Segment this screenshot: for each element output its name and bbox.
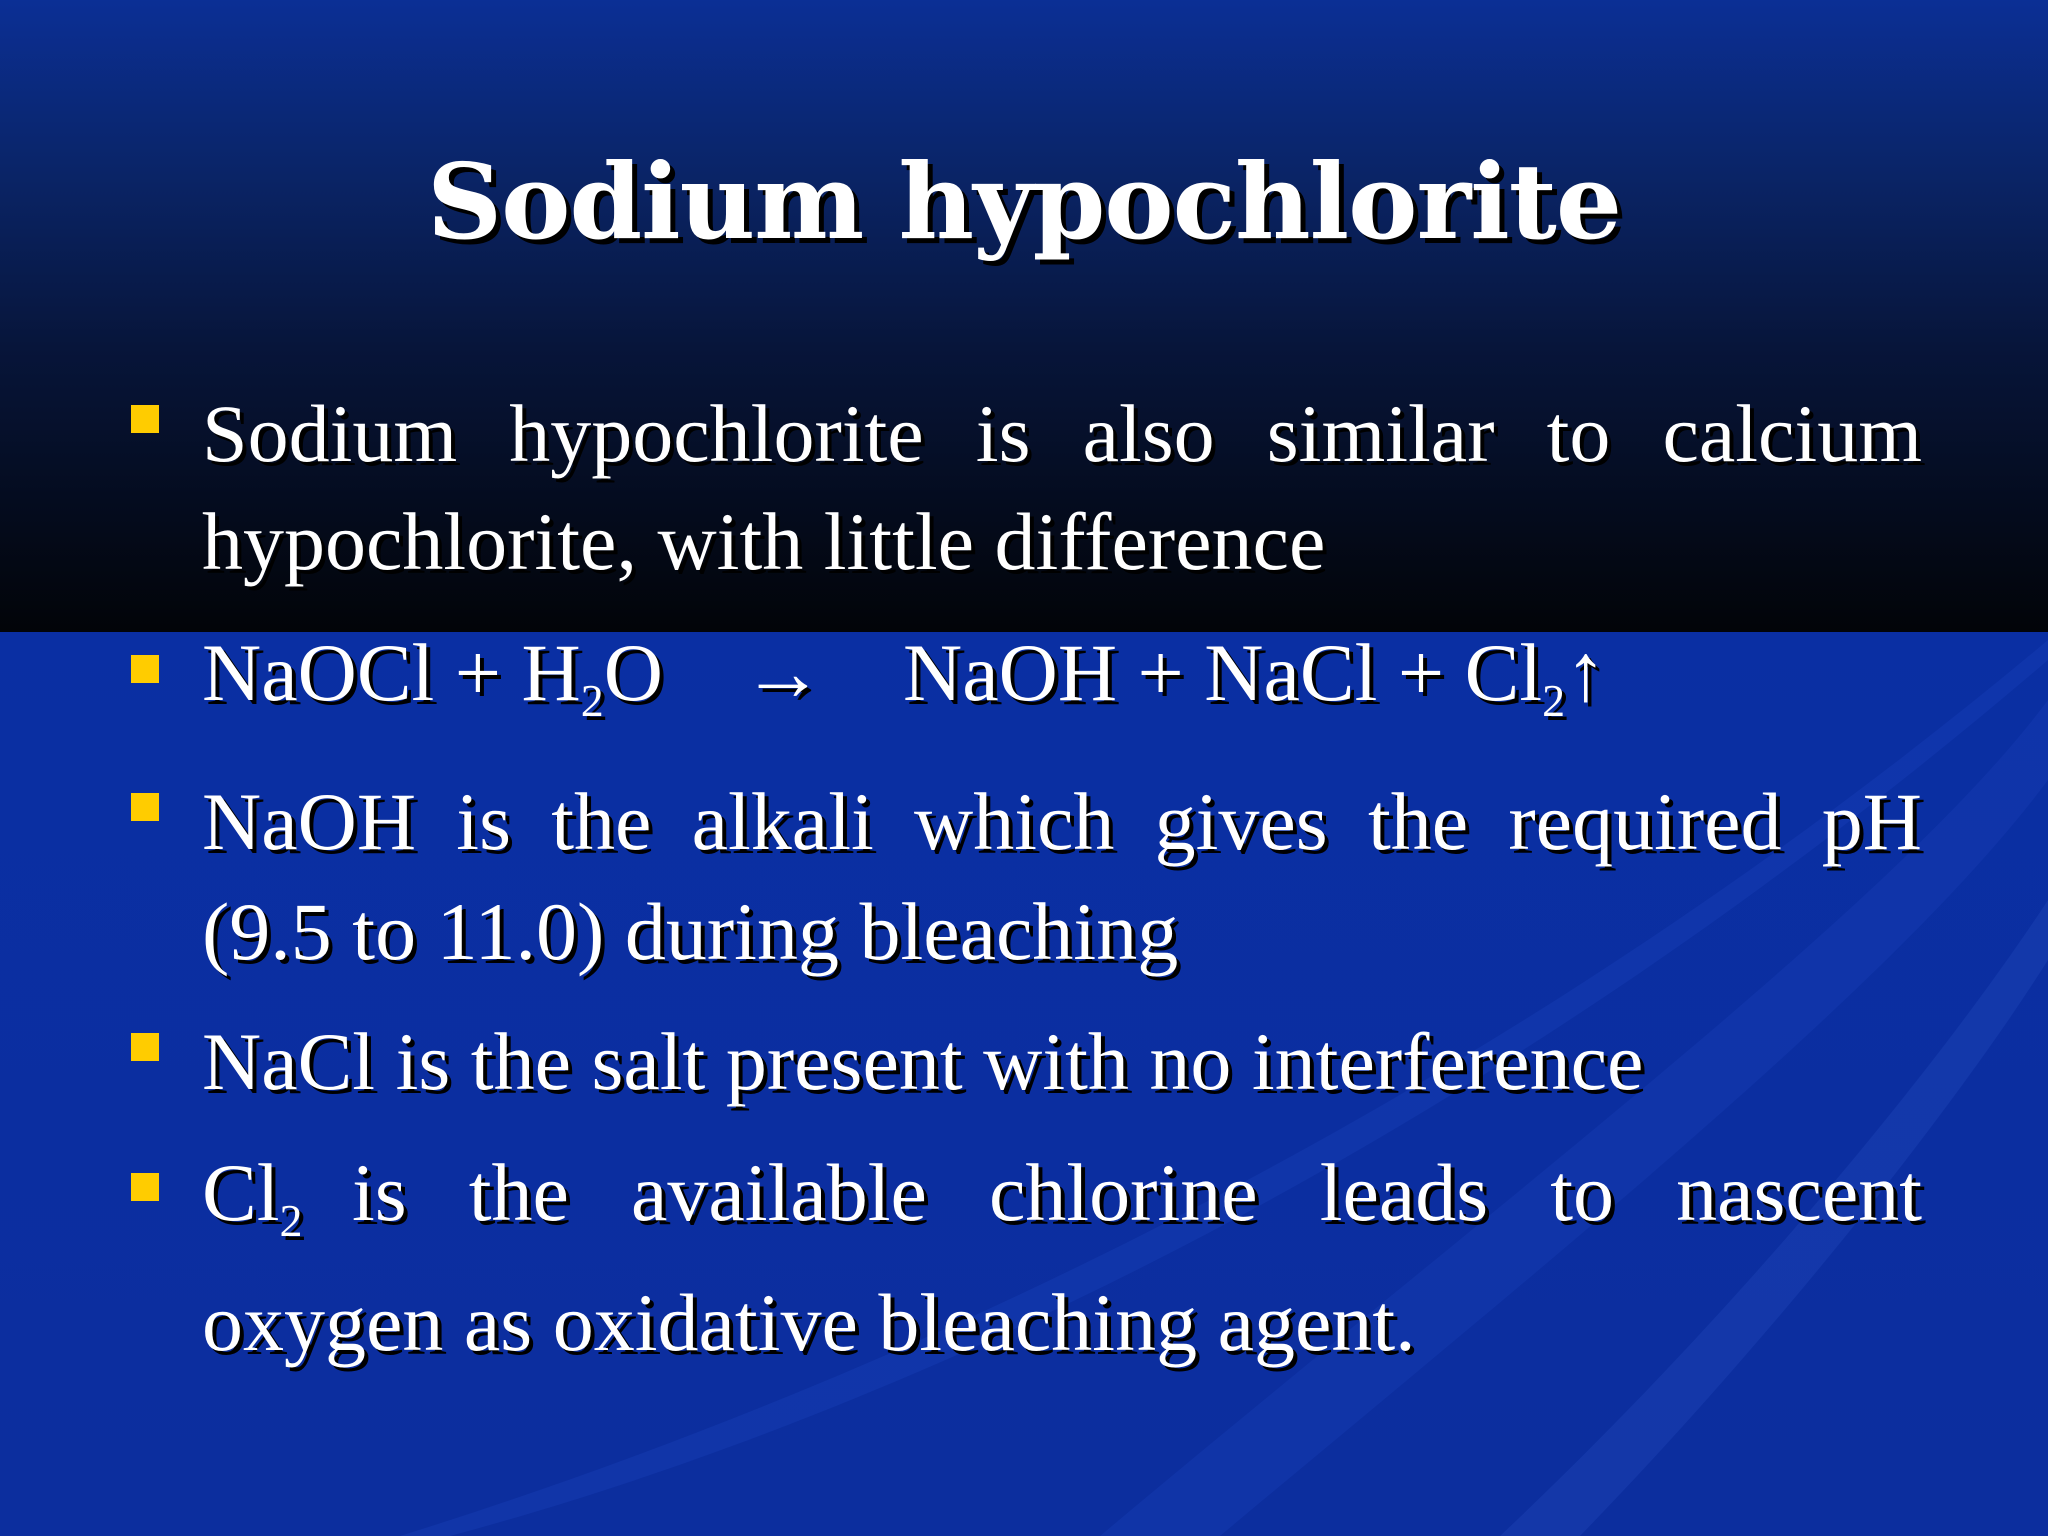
bullet-3-line-1: NaOH is the alkali which gives the required pH <box>202 776 1922 867</box>
gas-evolution-arrow-icon: ↑ <box>1565 627 1607 718</box>
chlorine-subscript: 2 <box>279 1195 303 1246</box>
bullet-3-line-2: (9.5 to 11.0) during bleaching <box>202 886 1179 977</box>
bullet-marker-1 <box>131 405 159 433</box>
bullet-5-cl2 <box>202 1147 303 1246</box>
bullet-4-line-1: NaCl is the salt present with no interference <box>202 1016 1644 1107</box>
equation-subscript-2: 2 <box>1542 675 1566 726</box>
bullet-1-line-1: Sodium hypochlorite is also similar to calcium <box>202 388 1922 479</box>
chlorine-symbol: Cl <box>202 1147 280 1238</box>
bullet-5-line-1-rest: is the available chlorine leads to nascent <box>352 1147 1922 1238</box>
equation-products: NaOH + NaCl + Cl <box>903 627 1543 718</box>
bullet-marker-2 <box>131 655 159 683</box>
bullet-5-line-2: oxygen as oxidative bleaching agent. <box>202 1277 1416 1368</box>
bullet-marker-3 <box>131 793 159 821</box>
equation-reactant-o: O <box>603 627 663 718</box>
bullet-marker-5 <box>131 1173 159 1201</box>
bullet-1-line-2: hypochlorite, with little difference <box>202 496 1326 587</box>
reaction-arrow-icon: → <box>742 627 824 718</box>
bullet-5-line-1 <box>202 1147 1922 1246</box>
bullet-2-equation <box>202 627 1922 726</box>
bullet-marker-4 <box>131 1033 159 1061</box>
equation-subscript-1: 2 <box>580 675 604 726</box>
slide-title: Sodium hypochlorite <box>426 140 1621 263</box>
equation-reactants: NaOCl + H <box>202 627 581 718</box>
